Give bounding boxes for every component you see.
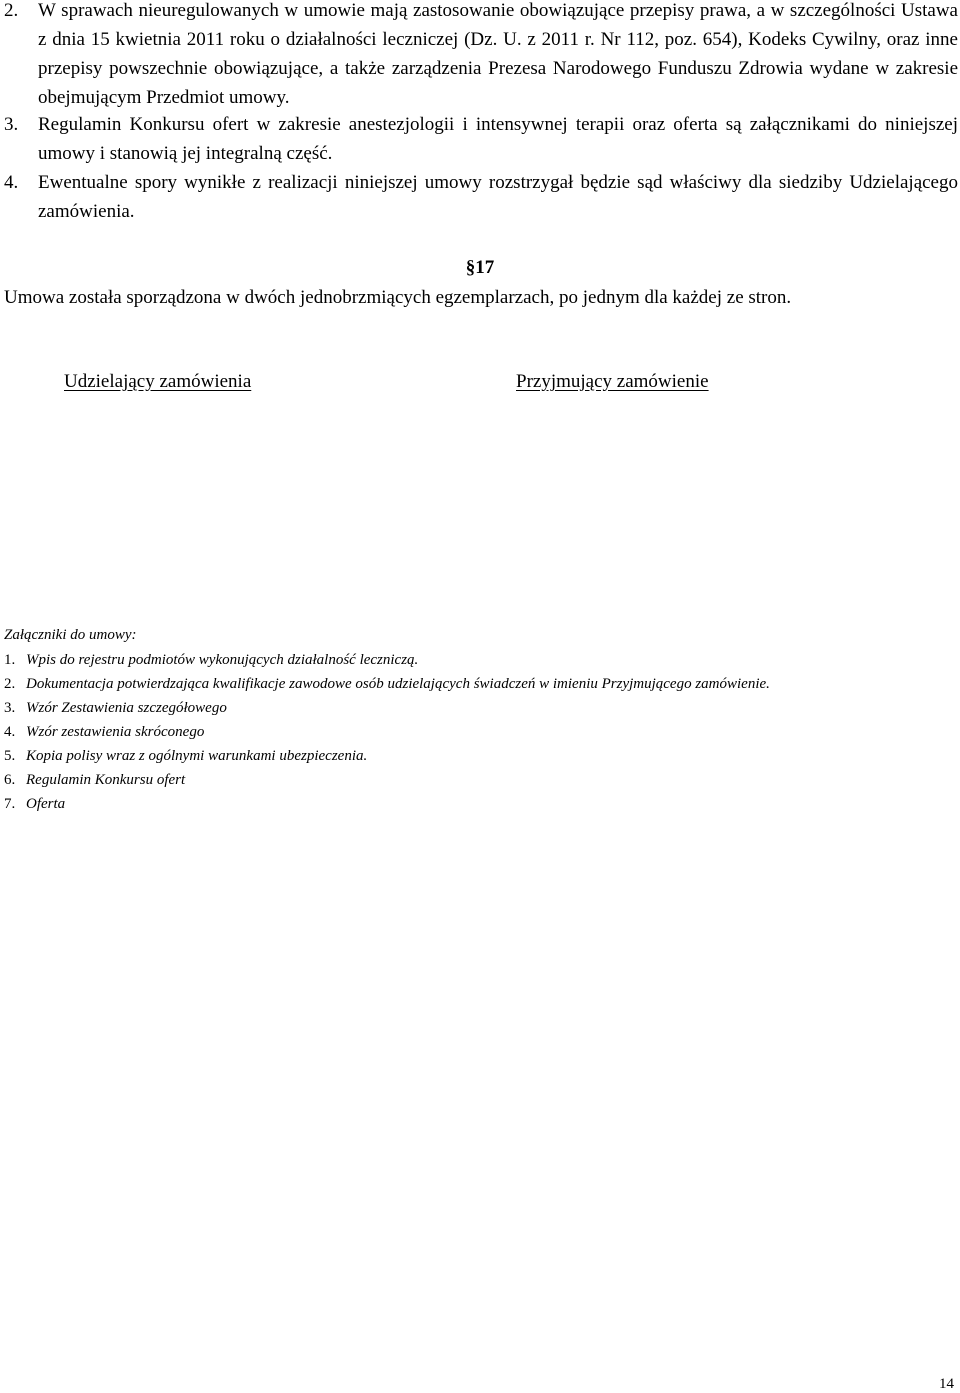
list-item xyxy=(4,792,954,816)
paragraph-text: Ewentualne spory wynikłe z realizacji niniejszej umowy rozstrzygał będzie sąd właściwy dla siedziby Udzielającego zamówienia. xyxy=(38,172,958,222)
paragraph-2 xyxy=(4,0,958,112)
attachment-text: Regulamin Konkursu ofert xyxy=(26,772,186,788)
paragraph-3 xyxy=(4,110,958,168)
attachment-text: Dokumentacja potwierdzająca kwalifikacje zawodowe osób udzielających świadczeń w imieniu Przyjmującego zamówienie. xyxy=(26,676,770,692)
paragraph-number: 2. xyxy=(4,0,19,21)
attachment-number: 6. xyxy=(4,772,16,788)
list-item xyxy=(4,768,954,792)
list-item xyxy=(4,744,954,768)
attachment-text: Wzór zestawienia skróconego xyxy=(26,724,205,740)
list-item xyxy=(4,720,954,744)
attachments-title: Załączniki do umowy: xyxy=(4,627,137,643)
section-mark: §17 xyxy=(465,257,495,278)
attachment-number: 3. xyxy=(4,700,16,716)
signature-label-contractor: Przyjmujący zamówienie xyxy=(516,371,709,392)
paragraph-4 xyxy=(4,168,958,226)
attachment-text: Wpis do rejestru podmiotów wykonujących działalność leczniczą. xyxy=(26,652,419,668)
list-item xyxy=(4,672,954,696)
attachment-text: Wzór Zestawienia szczegółowego xyxy=(26,700,227,716)
attachment-text: Kopia polisy wraz z ogólnymi warunkami ubezpieczenia. xyxy=(26,748,368,764)
attachment-text: Oferta xyxy=(26,796,66,812)
paragraph-number: 4. xyxy=(4,172,19,193)
attachment-number: 7. xyxy=(4,796,16,812)
paragraph-text: W sprawach nieuregulowanych w umowie mają zastosowanie obowiązujące przepisy prawa, a w szczególności Ustawa z dnia 15 kwietnia 2011 roku o działalności leczniczej (Dz. U. z 2011 r. Nr 112, poz. 654), Kodeks Cywilny, oraz inne przepisy powszechnie obowiązujące, a także zarządzenia Prezesa Narodowego Funduszu Zdrowia wydane w zakresie obejmującym Przedmiot umowy. xyxy=(38,0,958,108)
page-number: 14 xyxy=(939,1376,954,1392)
section-heading xyxy=(0,256,960,280)
list-item xyxy=(4,648,954,672)
signature-label-contracting-party: Udzielający zamówienia xyxy=(64,371,252,392)
list-item xyxy=(4,696,954,720)
attachment-number: 5. xyxy=(4,748,16,764)
attachment-number: 2. xyxy=(4,676,16,692)
attachment-number: 4. xyxy=(4,724,16,740)
attachment-number: 1. xyxy=(4,652,16,668)
closing-statement: Umowa została sporządzona w dwóch jednobrzmiących egzemplarzach, po jednym dla każdej ze stron. xyxy=(4,287,792,308)
paragraph-text: Regulamin Konkursu ofert w zakresie anestezjologii i intensywnej terapii oraz oferta są załącznikami do niniejszej umowy i stanowią jej integralną część. xyxy=(38,114,958,164)
attachments-list xyxy=(4,648,954,816)
paragraph-number: 3. xyxy=(4,114,19,135)
